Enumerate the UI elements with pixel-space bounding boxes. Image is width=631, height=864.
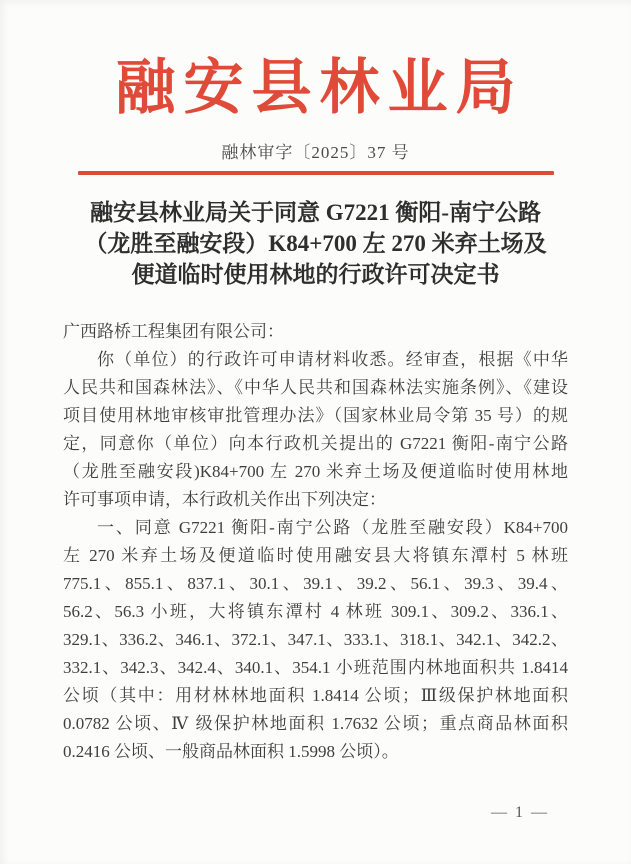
body-line: 人民共和国森林法》、《中华人民共和国森林法实施条例》、《建设 xyxy=(63,378,568,397)
document-body xyxy=(63,318,568,766)
agency-letterhead: 融安县林业局 xyxy=(115,55,524,121)
body-line: 公顷（其中：用材林林地面积 1.8414 公顷；Ⅲ级保护林地面积 xyxy=(63,686,568,705)
body-line: 定，同意你（单位）向本行政机关提出的 G7221 衡阳-南宁公路 xyxy=(63,434,568,453)
body-line: 许可事项申请，本行政机关作出下列决定： xyxy=(63,490,386,509)
body-line: 0.0782 公顷、Ⅳ 级保护林地面积 1.7632 公顷；重点商品林面积 xyxy=(63,714,568,733)
body-line: 项目使用林地审核审批管理办法》（国家林业局令第 35 号）的规 xyxy=(63,406,568,425)
body-line: 左 270 米弃土场及便道临时使用融安县大将镇东潭村 5 林班 xyxy=(63,546,568,565)
body-line: 775.1、855.1、837.1、30.1、39.1、39.2、56.1、39.3、39.4、 xyxy=(63,574,568,593)
body-line: 56.2、56.3 小班，大将镇东潭村 4 林班 309.1、309.2、336.1、 xyxy=(63,602,568,621)
body-line: 一、同意 G7221 衡阳-南宁公路（龙胜至融安段）K84+700 xyxy=(97,518,568,537)
body-line: 332.1、342.3、342.4、340.1、354.1 小班范围内林地面积共 1.8414 xyxy=(63,658,568,677)
body-line: 0.2416 公顷、一般商品林面积 1.5998 公顷）。 xyxy=(63,742,399,761)
body-line: 你（单位）的行政许可申请材料收悉。经审查，根据《中华 xyxy=(97,350,568,369)
title-line-2: （龙胜至融安段）K84+700 左 270 米弃土场及 xyxy=(84,231,547,256)
header-divider-line xyxy=(78,171,554,175)
document-title xyxy=(0,197,631,290)
page-number: — 1 — xyxy=(491,804,549,821)
body-line: 广西路桥工程集团有限公司： xyxy=(63,322,284,341)
body-line: 329.1、336.2、346.1、372.1、347.1、333.1、318.1、342.1、342.2、 xyxy=(63,630,568,649)
document-number: 融林审字〔2025〕37 号 xyxy=(221,143,410,162)
body-line: （龙胜至融安段)K84+700 左 270 米弃土场及便道临时使用林地 xyxy=(63,462,568,481)
title-line-3: 便道临时使用林地的行政许可决定书 xyxy=(131,262,500,287)
title-line-1: 融安县林业局关于同意 G7221 衡阳-南宁公路 xyxy=(89,200,542,225)
